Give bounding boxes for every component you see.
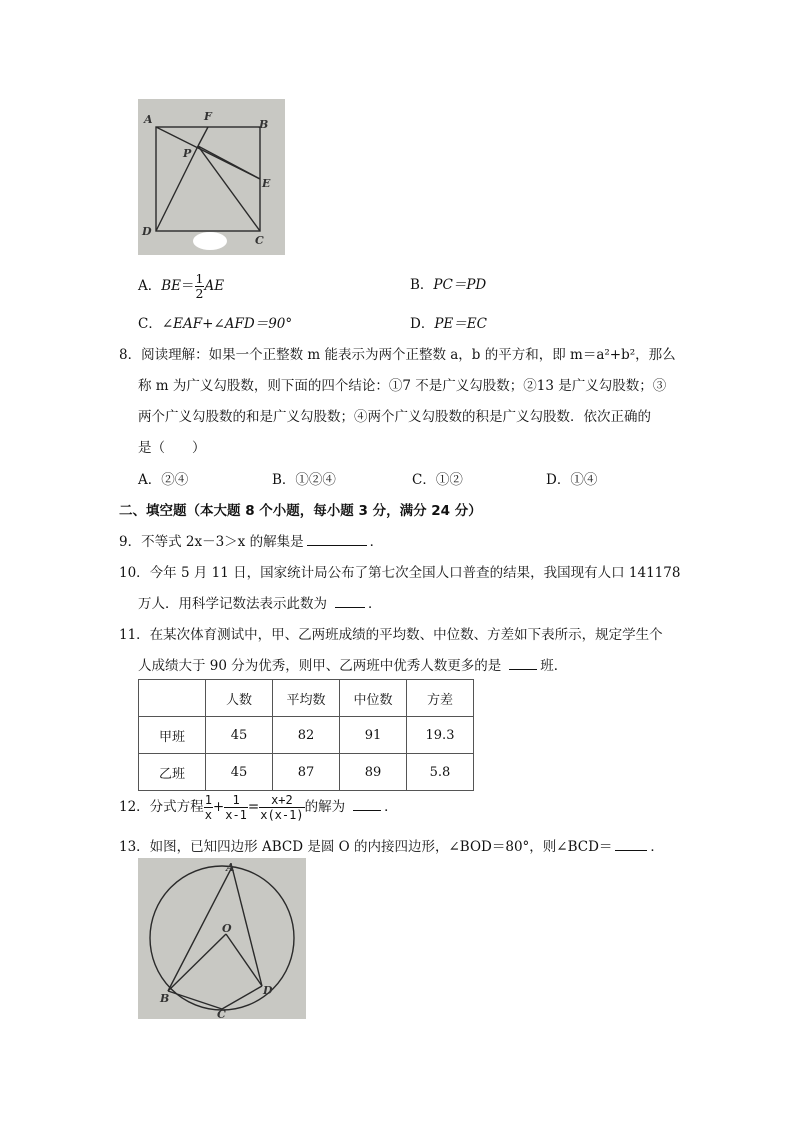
label-a: A bbox=[144, 113, 153, 126]
label-c: C bbox=[255, 234, 264, 247]
table-cell: 甲班 bbox=[139, 717, 206, 754]
table-header: 平均数 bbox=[273, 680, 340, 717]
q13: 13．如图，已知四边形 ABCD 是圆 O 的内接四边形，∠BOD＝80°，则∠BCD＝ ． bbox=[119, 839, 664, 855]
label-d: D bbox=[142, 225, 152, 238]
math-ae: AE bbox=[204, 278, 225, 294]
table-cell: 89 bbox=[340, 754, 407, 791]
fraction-3: $\frac{x+2}{x(x-1)}$ bbox=[260, 793, 304, 822]
q10-line2: 万人．用科学记数法表示此数为 ． bbox=[138, 596, 382, 612]
q9-answer-blank[interactable] bbox=[307, 533, 367, 546]
q8-line4: 是（ ） bbox=[138, 440, 206, 456]
label-d: D bbox=[263, 984, 273, 997]
option-letter: A． bbox=[138, 278, 162, 294]
table-cell: 19.3 bbox=[407, 717, 474, 754]
q8-option-c: C．①② bbox=[412, 472, 463, 488]
figure-circle bbox=[138, 858, 306, 1019]
q8-option-a: A．②④ bbox=[138, 472, 189, 488]
table-row bbox=[139, 754, 474, 791]
q7-option-a bbox=[138, 270, 224, 302]
label-p: P bbox=[183, 147, 192, 160]
table-cell: 乙班 bbox=[139, 754, 206, 791]
table-header: 人数 bbox=[206, 680, 273, 717]
fraction-2: $\frac{1}{x-1}$ bbox=[225, 793, 247, 822]
table-cell: 91 bbox=[340, 717, 407, 754]
label-c: C bbox=[217, 1008, 226, 1019]
q10-line1: 10．今年 5 月 11 日，国家统计局公布了第七次全国人口普查的结果，我国现有人口 141178 bbox=[119, 565, 681, 581]
q9: 9．不等式 2x－3＞x 的解集是 ． bbox=[119, 534, 384, 550]
q11-line1: 11．在某次体育测试中，甲、乙两班成绩的平均数、中位数、方差如下表所示，规定学生个 bbox=[119, 627, 663, 643]
label-b: B bbox=[160, 992, 170, 1005]
q12: 12．分式方程 $\frac{1}{x}$ + $\frac{1}{x-1}$ = $\frac{x+2}{x(x-1)}$ 的解为 ． bbox=[119, 793, 398, 822]
table-cell: 45 bbox=[206, 717, 273, 754]
q7-option-b: B．PC＝PD bbox=[410, 277, 487, 293]
table-header-row bbox=[139, 680, 474, 717]
q8-option-b: B．①②④ bbox=[272, 472, 336, 488]
q11-answer-blank[interactable] bbox=[509, 657, 537, 670]
q8-option-d: D．①④ bbox=[546, 472, 598, 488]
q11-line2: 人成绩大于 90 分为优秀，则甲、乙两班中优秀人数更多的是 班． bbox=[138, 658, 568, 674]
table-cell: 5.8 bbox=[407, 754, 474, 791]
smudge bbox=[193, 232, 227, 250]
table-header bbox=[139, 680, 206, 717]
label-a: A bbox=[226, 861, 235, 874]
q12-answer-blank[interactable] bbox=[353, 798, 381, 811]
fraction-half: $\frac{1}{2}$ bbox=[195, 271, 204, 301]
table-row bbox=[139, 717, 474, 754]
figure-square bbox=[138, 99, 285, 255]
table-header: 中位数 bbox=[340, 680, 407, 717]
label-e: E bbox=[262, 177, 271, 190]
q8-line3: 两个广义勾股数的和是广义勾股数；④两个广义勾股数的积是广义勾股数．依次正确的 bbox=[138, 409, 651, 425]
fraction-1: $\frac{1}{x}$ bbox=[204, 793, 212, 822]
score-table bbox=[138, 679, 474, 791]
q8-line2: 称 m 为广义勾股数，则下面的四个结论：①7 不是广义勾股数；②13 是广义勾股数；③ bbox=[138, 378, 667, 394]
table-cell: 45 bbox=[206, 754, 273, 791]
q8-line1: 8．阅读理解：如果一个正整数 m 能表示为两个正整数 a，b 的平方和，即 m＝a²+b²，那么 bbox=[119, 347, 676, 363]
math-eq: ＝ bbox=[181, 278, 195, 294]
q7-option-d: D．PE＝EC bbox=[410, 316, 487, 332]
table-header: 方差 bbox=[407, 680, 474, 717]
label-b: B bbox=[259, 118, 269, 131]
q13-answer-blank[interactable] bbox=[615, 838, 647, 851]
label-f: F bbox=[204, 110, 212, 123]
table-cell: 87 bbox=[273, 754, 340, 791]
math-be: BE bbox=[161, 278, 182, 294]
q10-answer-blank[interactable] bbox=[335, 595, 365, 608]
table-cell: 82 bbox=[273, 717, 340, 754]
label-o: O bbox=[222, 922, 232, 935]
q7-option-c: C．∠EAF+∠AFD＝90° bbox=[138, 316, 293, 332]
section-heading: 二、填空题（本大题 8 个小题，每小题 3 分，满分 24 分） bbox=[119, 503, 482, 519]
